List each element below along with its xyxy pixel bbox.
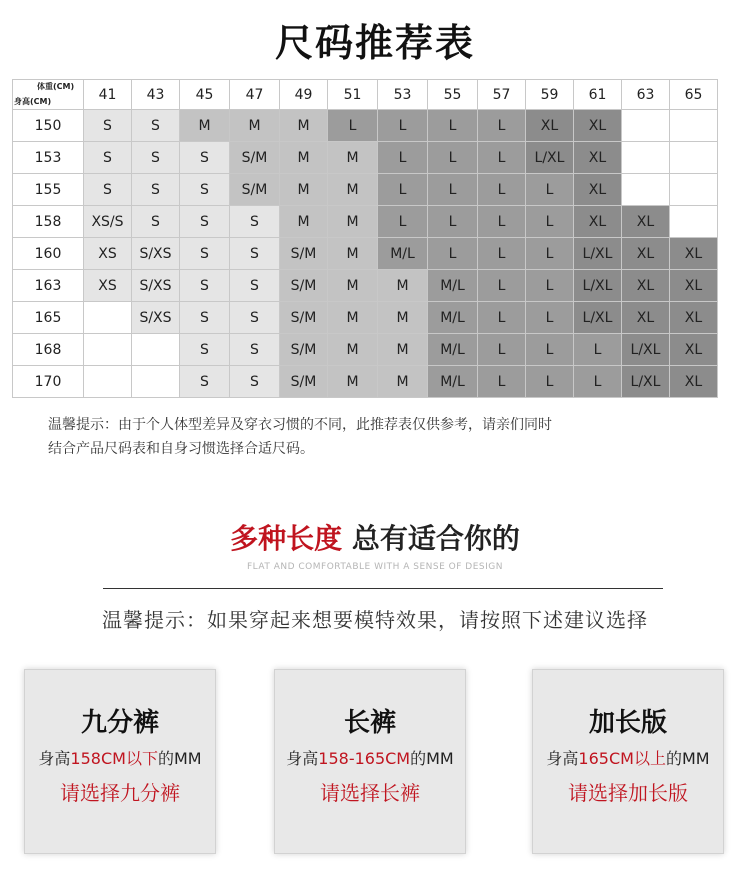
size-cell: S/XS [132, 302, 180, 334]
height-header-cell: 163 [13, 270, 84, 302]
weight-header-cell: 47 [230, 80, 280, 110]
table-row [13, 206, 718, 238]
length-card-cropped [24, 669, 216, 854]
length-card-regular [274, 669, 466, 854]
size-cell: S/M [280, 270, 328, 302]
size-cell: S [230, 270, 280, 302]
tagline: FLAT AND COMFORTABLE WITH A SENSE OF DESIGN [247, 562, 503, 572]
size-cell [670, 174, 718, 206]
size-cell: S [180, 334, 230, 366]
size-cell: S [132, 110, 180, 142]
size-cell: S [84, 110, 132, 142]
size-cell: M [378, 334, 428, 366]
table-header-row [13, 80, 718, 110]
page-title: 尺码推荐表 [274, 21, 475, 65]
size-cell: L/XL [526, 142, 574, 174]
size-cell: M/L [378, 238, 428, 270]
size-cell: XL [670, 366, 718, 398]
size-cell: L/XL [622, 334, 670, 366]
height-axis-label: 身高(CM) [14, 97, 52, 106]
size-cell: S [230, 238, 280, 270]
size-cell: S/XS [132, 238, 180, 270]
size-cell: S/M [280, 366, 328, 398]
size-cell: M [328, 302, 378, 334]
size-cell [132, 366, 180, 398]
size-cell: M [328, 366, 378, 398]
size-cell [622, 110, 670, 142]
size-cell: M/L [428, 366, 478, 398]
size-cell: M [328, 334, 378, 366]
size-cell: M [180, 110, 230, 142]
weight-header-cell: 55 [428, 80, 478, 110]
size-cell: L [478, 302, 526, 334]
size-cell: S [230, 302, 280, 334]
card-description: 身高158-165CM的MM [286, 749, 454, 768]
table-row [13, 334, 718, 366]
size-cell: L [526, 270, 574, 302]
size-cell [670, 206, 718, 238]
size-cell: L [478, 366, 526, 398]
size-cell: S [180, 174, 230, 206]
size-cell: S [132, 206, 180, 238]
card-heading: 加长版 [588, 708, 667, 738]
size-cell [622, 174, 670, 206]
size-cell: S [132, 142, 180, 174]
size-cell: L [378, 110, 428, 142]
size-cell: L [378, 206, 428, 238]
size-cell: M [280, 142, 328, 174]
size-cell: XL [670, 334, 718, 366]
weight-header-cell: 49 [280, 80, 328, 110]
card-action: 请选择长裤 [320, 781, 420, 805]
size-cell: S/M [280, 334, 328, 366]
size-cell: XL [574, 142, 622, 174]
size-cell: L/XL [574, 238, 622, 270]
size-cell: S/XS [132, 270, 180, 302]
size-cell: XL [670, 270, 718, 302]
height-header-cell: 153 [13, 142, 84, 174]
size-cell: XS [84, 270, 132, 302]
table-row [13, 270, 718, 302]
weight-header-cell: 51 [328, 80, 378, 110]
size-cell [84, 366, 132, 398]
size-cell: L [478, 110, 526, 142]
size-note [48, 413, 708, 461]
size-cell: L [574, 366, 622, 398]
size-cell: XL [622, 302, 670, 334]
size-cell: L [478, 206, 526, 238]
size-cell: S [180, 142, 230, 174]
table-row [13, 238, 718, 270]
size-cell: L [428, 174, 478, 206]
size-cell: S [230, 366, 280, 398]
table-row [13, 142, 718, 174]
table-row [13, 366, 718, 398]
size-cell: L [478, 334, 526, 366]
size-cell: L [526, 302, 574, 334]
table-row [13, 110, 718, 142]
size-cell: M [328, 238, 378, 270]
size-cell: S [180, 366, 230, 398]
weight-header-cell: 57 [478, 80, 526, 110]
size-cell: XL [574, 110, 622, 142]
size-cell: S/M [230, 142, 280, 174]
card-description: 身高158CM以下的MM [38, 749, 202, 768]
length-card-long [532, 669, 724, 854]
weight-header-cell: 53 [378, 80, 428, 110]
size-note-line-2: 结合产品尺码表和自身习惯选择合适尺码。 [48, 441, 314, 457]
size-cell: XL [574, 206, 622, 238]
size-cell: M/L [428, 302, 478, 334]
size-cell: S [180, 206, 230, 238]
size-cell: L [428, 142, 478, 174]
size-cell: L [378, 142, 428, 174]
size-cell: L [526, 238, 574, 270]
size-cell: L [328, 110, 378, 142]
size-cell: S [84, 142, 132, 174]
height-header-cell: 168 [13, 334, 84, 366]
size-cell: XL [526, 110, 574, 142]
size-cell: M [280, 110, 328, 142]
size-cell: L/XL [622, 366, 670, 398]
size-cell: S [230, 206, 280, 238]
height-header-cell: 150 [13, 110, 84, 142]
size-cell [670, 142, 718, 174]
size-cell: M [378, 302, 428, 334]
height-header-cell: 160 [13, 238, 84, 270]
size-cell: S [230, 334, 280, 366]
size-cell: M [378, 270, 428, 302]
weight-header-cell: 65 [670, 80, 718, 110]
size-cell [622, 142, 670, 174]
size-cell: XS/S [84, 206, 132, 238]
height-header-cell: 165 [13, 302, 84, 334]
weight-header-cell: 41 [84, 80, 132, 110]
size-cell: XL [670, 238, 718, 270]
size-cell: M [230, 110, 280, 142]
size-cell: XL [670, 302, 718, 334]
size-cell: XL [622, 270, 670, 302]
size-cell [132, 334, 180, 366]
subtitle-highlight: 多种长度 [230, 522, 343, 555]
size-cell: S [180, 238, 230, 270]
size-cell: M [328, 206, 378, 238]
subtitle-text: 总有适合你的 [351, 522, 520, 555]
size-cell: L [526, 366, 574, 398]
size-cell: S/M [280, 238, 328, 270]
height-header-cell: 158 [13, 206, 84, 238]
size-cell: M/L [428, 270, 478, 302]
size-cell: L [478, 270, 526, 302]
size-cell: L [478, 174, 526, 206]
height-header-cell: 155 [13, 174, 84, 206]
size-cell: XL [622, 238, 670, 270]
weight-header-cell: 43 [132, 80, 180, 110]
size-cell: M [280, 174, 328, 206]
weight-header-cell: 45 [180, 80, 230, 110]
weight-header-cell: 63 [622, 80, 670, 110]
length-tip: 温馨提示：如果穿起来想要模特效果，请按照下述建议选择 [102, 608, 648, 632]
size-cell: L [378, 174, 428, 206]
card-heading: 长裤 [343, 708, 396, 738]
size-cell: L [428, 110, 478, 142]
size-cell [670, 110, 718, 142]
size-cell [84, 302, 132, 334]
card-action: 请选择加长版 [568, 781, 688, 805]
size-cell: M [328, 174, 378, 206]
size-note-line-1: 温馨提示：由于个人体型差异及穿衣习惯的不同，此推荐表仅供参考，请亲们同时 [48, 417, 552, 433]
size-cell: S [132, 174, 180, 206]
size-cell: XL [622, 206, 670, 238]
size-cell: M [328, 142, 378, 174]
size-cell: L [574, 334, 622, 366]
size-cell: L/XL [574, 302, 622, 334]
weight-header-cell: 61 [574, 80, 622, 110]
size-cell: S [84, 174, 132, 206]
size-cell: S [180, 302, 230, 334]
divider-line [103, 588, 663, 589]
size-chart-table [12, 79, 718, 398]
size-cell: S [180, 270, 230, 302]
height-header-cell: 170 [13, 366, 84, 398]
size-cell: M/L [428, 334, 478, 366]
table-row [13, 174, 718, 206]
weight-axis-label: 体重(CM) [37, 82, 75, 91]
size-cell: L [478, 142, 526, 174]
size-cell: L [428, 206, 478, 238]
size-cell: S/M [280, 302, 328, 334]
size-cell: M [378, 366, 428, 398]
card-heading: 九分裤 [80, 708, 159, 738]
size-cell: L [526, 174, 574, 206]
size-cell: L [526, 206, 574, 238]
size-cell: M [280, 206, 328, 238]
size-cell: XS [84, 238, 132, 270]
size-cell: L/XL [574, 270, 622, 302]
length-subtitle [0, 517, 750, 557]
size-cell: L [526, 334, 574, 366]
size-cell: L [478, 238, 526, 270]
card-description: 身高165CM以上的MM [546, 749, 710, 768]
size-cell: M [328, 270, 378, 302]
table-corner-cell [13, 80, 84, 110]
weight-header-cell: 59 [526, 80, 574, 110]
size-cell [84, 334, 132, 366]
table-row [13, 302, 718, 334]
size-cell: L [428, 238, 478, 270]
size-cell: XL [574, 174, 622, 206]
card-action: 请选择九分裤 [60, 781, 180, 805]
size-cell: S/M [230, 174, 280, 206]
